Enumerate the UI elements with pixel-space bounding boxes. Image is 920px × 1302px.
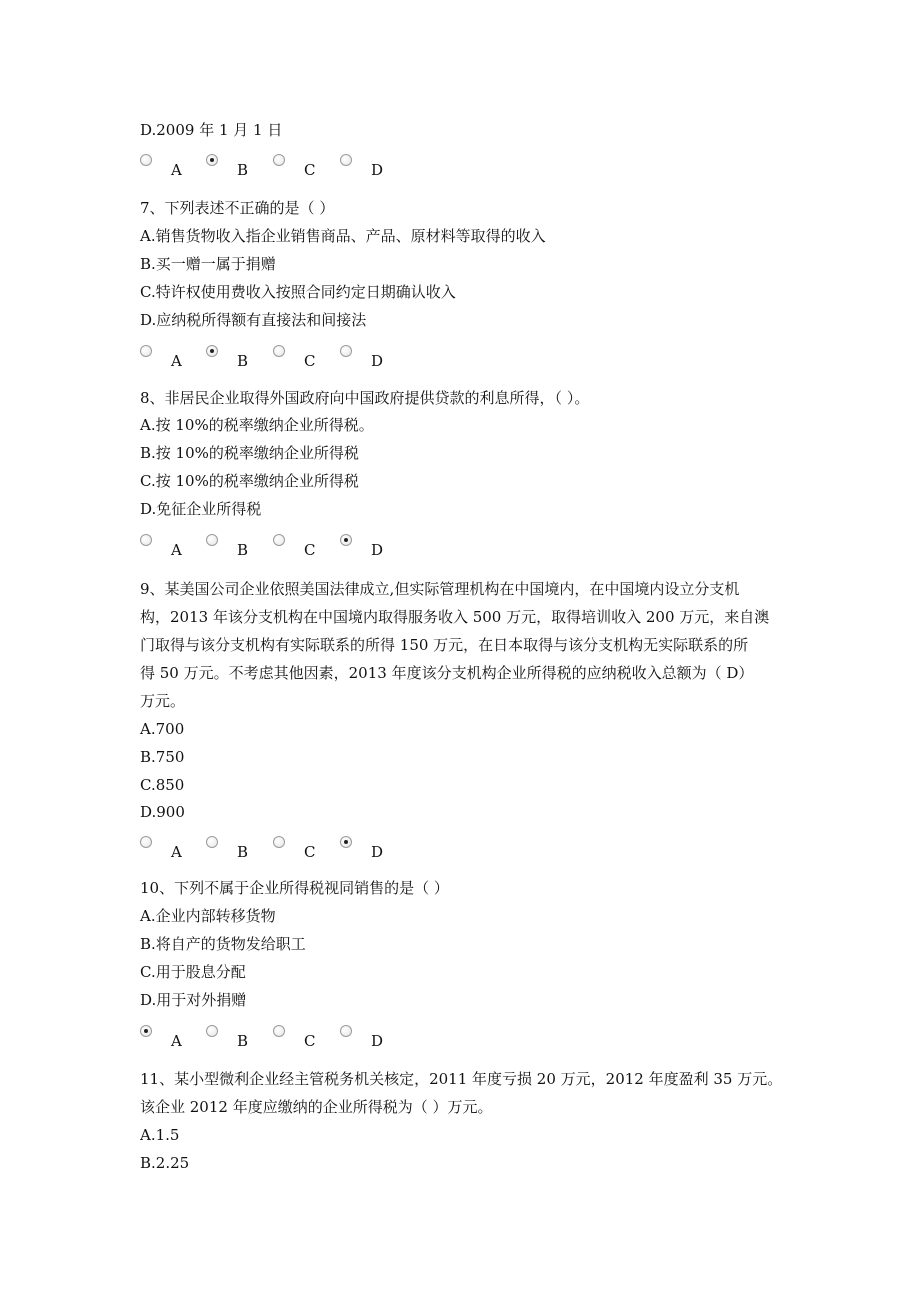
question-stem: 门取得与该分支机构有实际联系的所得 150 万元，在日本取得与该分支机构无实际联系的所	[140, 636, 749, 654]
answer-option-a[interactable]: A	[140, 1023, 200, 1055]
answer-option-a[interactable]: A	[140, 532, 200, 564]
radio-icon[interactable]	[340, 1025, 352, 1037]
answer-option-c[interactable]: C	[273, 343, 333, 375]
choice-line: D.900	[140, 803, 185, 821]
radio-icon[interactable]	[273, 836, 285, 848]
answer-option-b[interactable]: B	[206, 152, 266, 184]
choice-line: B.按 10%的税率缴纳企业所得税	[140, 444, 359, 462]
answer-option-d[interactable]: D	[340, 343, 400, 375]
choice-line: D.2009 年 1 月 1 日	[140, 121, 283, 139]
answer-option-a[interactable]: A	[140, 152, 200, 184]
answer-radio-group	[140, 152, 440, 184]
choice-line: A.企业内部转移货物	[140, 907, 276, 925]
question-stem: 11、某小型微利企业经主管税务机关核定，2011 年度亏损 20 万元，2012 年度盈利 35 万元。	[140, 1070, 783, 1088]
question-stem: 10、下列不属于企业所得税视同销售的是（ ）	[140, 879, 449, 897]
answer-option-d[interactable]: D	[340, 532, 400, 564]
radio-icon[interactable]	[273, 345, 285, 357]
question-stem: 7、下列表述不正确的是（ ）	[140, 199, 335, 217]
choice-line: A.按 10%的税率缴纳企业所得税。	[140, 416, 374, 434]
radio-icon[interactable]	[340, 154, 352, 166]
choice-line: A.销售货物收入指企业销售商品、产品、原材料等取得的收入	[140, 227, 546, 245]
choice-line: B.750	[140, 748, 185, 766]
radio-checked-icon[interactable]	[340, 836, 352, 848]
radio-icon[interactable]	[340, 345, 352, 357]
radio-checked-icon[interactable]	[340, 534, 352, 546]
radio-icon[interactable]	[206, 836, 218, 848]
question-stem: 该企业 2012 年度应缴纳的企业所得税为（ ）万元。	[140, 1098, 493, 1116]
answer-option-b[interactable]: B	[206, 834, 266, 866]
answer-radio-group	[140, 343, 440, 375]
answer-option-c[interactable]: C	[273, 834, 333, 866]
answer-option-d[interactable]: D	[340, 834, 400, 866]
question-stem: 9、某美国公司企业依照美国法律成立,但实际管理机构在中国境内，在中国境内设立分支机	[140, 580, 740, 598]
choice-line: D.免征企业所得税	[140, 500, 262, 518]
radio-icon[interactable]	[273, 534, 285, 546]
answer-option-c[interactable]: C	[273, 532, 333, 564]
radio-checked-icon[interactable]	[206, 154, 218, 166]
radio-icon[interactable]	[140, 154, 152, 166]
radio-checked-icon[interactable]	[140, 1025, 152, 1037]
choice-line: D.应纳税所得额有直接法和间接法	[140, 311, 367, 329]
choice-line: B.2.25	[140, 1154, 190, 1172]
question-stem: 得 50 万元。不考虑其他因素，2013 年度该分支机构企业所得税的应纳税收入总额为（ D）	[140, 664, 754, 682]
radio-icon[interactable]	[273, 1025, 285, 1037]
choice-line: C.用于股息分配	[140, 963, 246, 981]
choice-line: C.按 10%的税率缴纳企业所得税	[140, 472, 359, 490]
answer-option-d[interactable]: D	[340, 1023, 400, 1055]
answer-radio-group	[140, 532, 440, 564]
answer-option-b[interactable]: B	[206, 343, 266, 375]
answer-option-a[interactable]: A	[140, 343, 200, 375]
answer-option-b[interactable]: B	[206, 1023, 266, 1055]
question-stem: 8、非居民企业取得外国政府向中国政府提供贷款的利息所得，（ ）。	[140, 389, 590, 407]
choice-line: A.1.5	[140, 1126, 180, 1144]
choice-line: A.700	[140, 720, 185, 738]
question-stem: 构，2013 年该分支机构在中国境内取得服务收入 500 万元，取得培训收入 200 万元，来自澳	[140, 608, 770, 626]
answer-radio-group	[140, 1023, 440, 1055]
radio-checked-icon[interactable]	[206, 345, 218, 357]
choice-line: C.特许权使用费收入按照合同约定日期确认收入	[140, 283, 456, 301]
answer-option-c[interactable]: C	[273, 152, 333, 184]
radio-icon[interactable]	[206, 534, 218, 546]
radio-icon[interactable]	[140, 534, 152, 546]
radio-icon[interactable]	[140, 836, 152, 848]
choice-line: B.买一赠一属于捐赠	[140, 255, 276, 273]
answer-option-d[interactable]: D	[340, 152, 400, 184]
answer-radio-group	[140, 834, 440, 866]
choice-line: B.将自产的货物发给职工	[140, 935, 306, 953]
radio-icon[interactable]	[206, 1025, 218, 1037]
choice-line: C.850	[140, 776, 185, 794]
radio-icon[interactable]	[140, 345, 152, 357]
answer-option-a[interactable]: A	[140, 834, 200, 866]
choice-line: D.用于对外捐赠	[140, 991, 247, 1009]
answer-option-b[interactable]: B	[206, 532, 266, 564]
answer-option-c[interactable]: C	[273, 1023, 333, 1055]
radio-icon[interactable]	[273, 154, 285, 166]
question-stem: 万元。	[140, 692, 186, 710]
